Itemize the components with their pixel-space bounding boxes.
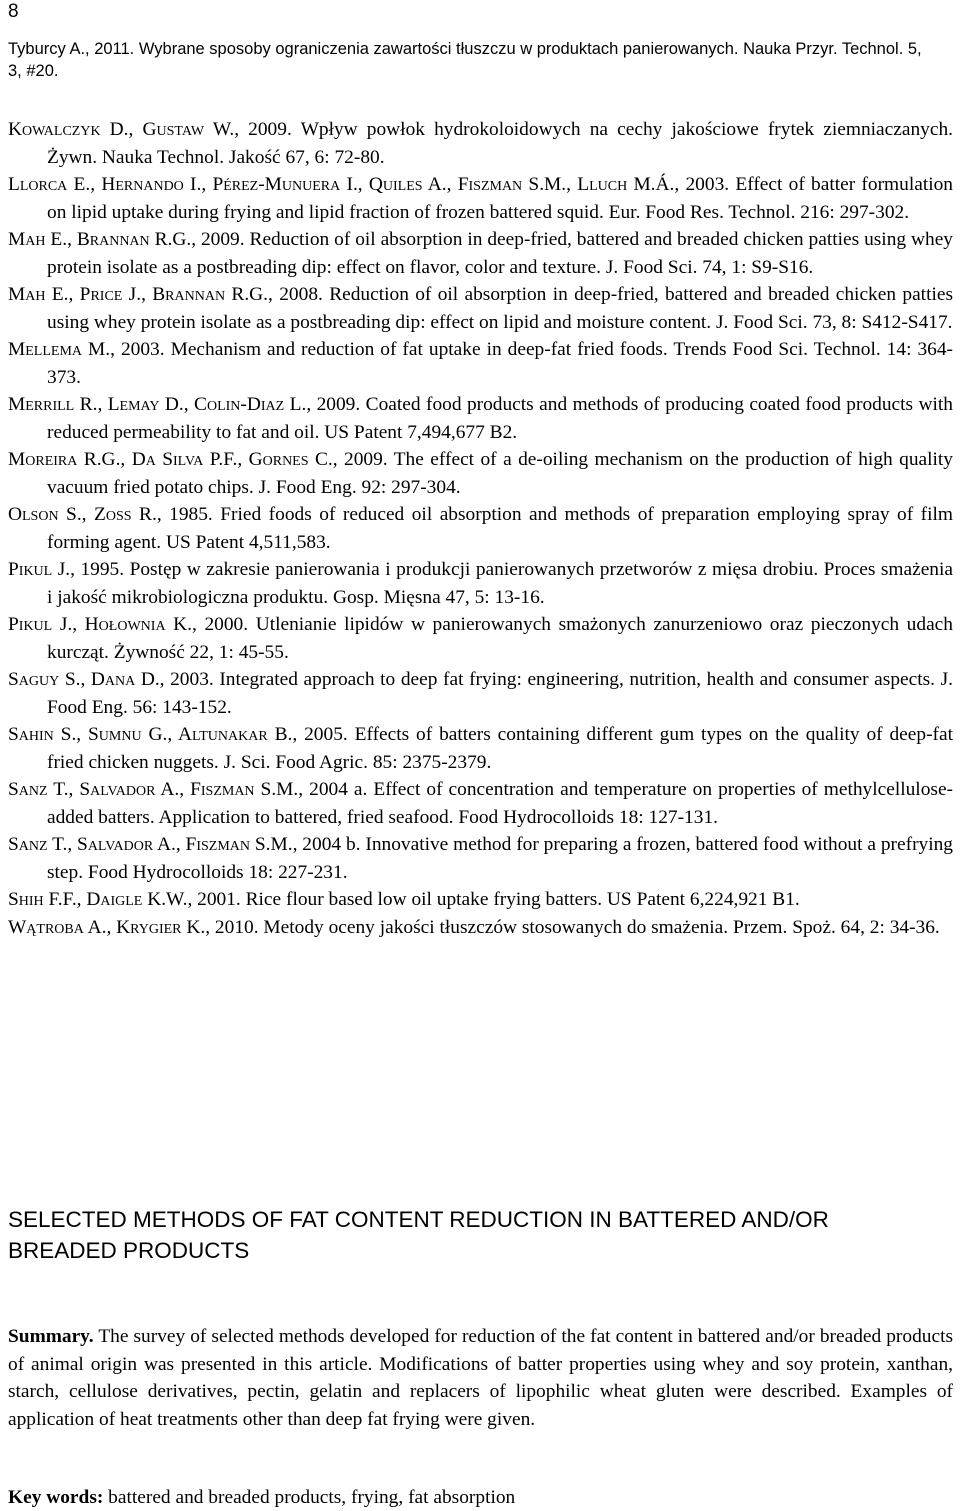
page-number: 8 [8, 1, 19, 22]
reference-entry [8, 611, 953, 666]
reference-details: , 2001. Rice flour based low oil uptake frying batters. US Patent 6,224,921 B1. [187, 889, 800, 910]
reference-details: , 2004 a. Effect of concentration and temperature on properties of methylcellulose-added batters. Application to battered, fried seafood. Food Hydrocolloids 18: 127-131. [47, 779, 954, 828]
reference-details: , 2003. Effect of batter formulation on lipid uptake during frying and lipid fraction of frozen battered squid. Eur. Food Res. Technol. 216: 297-302. [47, 174, 953, 223]
reference-authors: Olson S., Zoss R. [8, 504, 157, 525]
keywords-line [8, 1486, 953, 1510]
reference-entry [8, 776, 953, 831]
reference-entry [8, 391, 953, 446]
reference-authors: Mah E., Price J., Brannan R.G. [8, 284, 269, 305]
reference-entry [8, 446, 953, 501]
reference-details: , 2009. Reduction of oil absorption in deep-fried, battered and breaded chicken patties using whey protein isolate as a postbreading dip: effect on flavor, color and texture. J. Food Sci. 74, 1: S9-S16. [47, 229, 953, 278]
reference-authors: Pikul J., Hołownia K. [8, 614, 193, 635]
reference-details: , 2005. Effects of batters containing different gum types on the quality of deep-fat fried chicken nuggets. J. Sci. Food Agric. 85: 2375-2379. [47, 724, 953, 773]
reference-details: , 2003. Mechanism and reduction of fat uptake in deep-fat fried foods. Trends Food Sci. Technol. 14: 364-373. [47, 339, 953, 388]
reference-authors: Mellema M. [8, 339, 111, 360]
reference-details: , 1995. Postęp w zakresie panierowania i produkcji panierowanych przetworów z mięsa drobiu. Proces smażenia i jakość mikrobiologiczna produktu. Gosp. Mięsna 47, 5: 13-16. [47, 559, 953, 608]
reference-details: , 1985. Fried foods of reduced oil absorption and methods of preparation employing spray of film forming agent. US Patent 4,511,583. [47, 504, 953, 553]
reference-details: , 2010. Metody oceny jakości tłuszczów stosowanych do smażenia. Przem. Spoż. 64, 2: 34-36. [205, 916, 940, 938]
summary-text: The survey of selected methods developed for reduction of the fat content in battered and/or breaded products of animal origin was presented in this article. Modifications of batter properties using whey and soy protein, xanthan, starch, cellulose derivatives, pectin, gelatin and replacers of lipophilic wheat gluten were described. Examples of application of heat treatments other than deep fat frying were given. [8, 1326, 953, 1430]
reference-entry [8, 281, 953, 336]
reference-entry [8, 666, 953, 721]
reference-authors: Mah E., Brannan R.G. [8, 229, 192, 250]
reference-authors: Merrill R., Lemay D., Colin-Diaz L. [8, 394, 307, 415]
reference-authors: Sanz T., Salvador A., Fiszman S.M. [8, 779, 299, 800]
reference-details: , 2008. Reduction of oil absorption in deep-fried, battered and breaded chicken patties using whey protein isolate as a postbreading dip: effect on lipid and moisture content. J. Food Sci. 73, 8: S412-S417. [47, 284, 953, 333]
reference-authors: Kowalczyk D., Gustaw W. [8, 119, 235, 140]
reference-list [8, 116, 953, 941]
reference-entry [8, 226, 953, 281]
reference-entry [8, 721, 953, 776]
reference-entry [8, 914, 953, 942]
reference-authors: Pikul J. [8, 559, 71, 580]
reference-details: , 2009. Coated food products and methods of producing coated food products with reduced permeability to fat and oil. US Patent 7,494,677 B2. [47, 394, 953, 443]
reference-authors: Moreira R.G., Da Silva P.F., Gornes C. [8, 449, 333, 470]
reference-entry [8, 336, 953, 391]
keywords-label: Key words: [8, 1487, 104, 1508]
reference-authors: Shih F.F., Daigle K.W. [8, 889, 188, 910]
summary-label: Summary. [8, 1326, 94, 1347]
reference-authors: Wątroba A., Krygier K. [8, 916, 206, 938]
reference-details: , 2004 b. Innovative method for preparing a frozen, battered food without a prefrying step. Food Hydrocolloids 18: 227-231. [47, 834, 953, 883]
english-title: SELECTED METHODS OF FAT CONTENT REDUCTION IN BATTERED AND/OR BREADED PRODUCTS [8, 1207, 829, 1263]
reference-entry [8, 556, 953, 611]
reference-entry [8, 171, 953, 226]
reference-details: , 2009. Wpływ powłok hydrokoloidowych na cechy jakościowe frytek ziemniaczanych. Żywn. Nauka Technol. Jakość 67, 6: 72-80. [47, 119, 953, 168]
reference-details: , 2000. Utlenianie lipidów w panierowanych smażonych zanurzeniowo oraz pieczonych udach kurcząt. Żywność 22, 1: 45-55. [47, 614, 953, 663]
reference-authors: Sahin S., Sumnu G., Altunakar B. [8, 724, 293, 745]
reference-details: , 2003. Integrated approach to deep fat frying: engineering, nutrition, health and consumer aspects. J. Food Eng. 56: 143-152. [47, 669, 953, 718]
reference-authors: Llorca E., Hernando I., Pérez-Munuera I., Quiles A., Fiszman S.M., Lluch M.Á. [8, 174, 675, 195]
reference-entry [8, 116, 953, 171]
reference-authors: Sanz T., Salvador A., Fiszman S.M. [8, 834, 293, 855]
reference-authors: Saguy S., Dana D. [8, 669, 160, 690]
reference-entry [8, 886, 953, 914]
reference-details: , 2009. The effect of a de-oiling mechanism on the production of high quality vacuum fried potato chips. J. Food Eng. 92: 297-304. [47, 449, 953, 498]
reference-entry [8, 501, 953, 556]
keywords-text: battered and breaded products, frying, fat absorption [103, 1487, 516, 1508]
reference-entry [8, 831, 953, 886]
summary-paragraph [8, 1323, 953, 1433]
running-head-citation: Tyburcy A., 2011. Wybrane sposoby ograniczenia zawartości tłuszczu w produktach panierowanych. Nauka Przyr. Technol. 5, 3, #20. [8, 40, 922, 80]
